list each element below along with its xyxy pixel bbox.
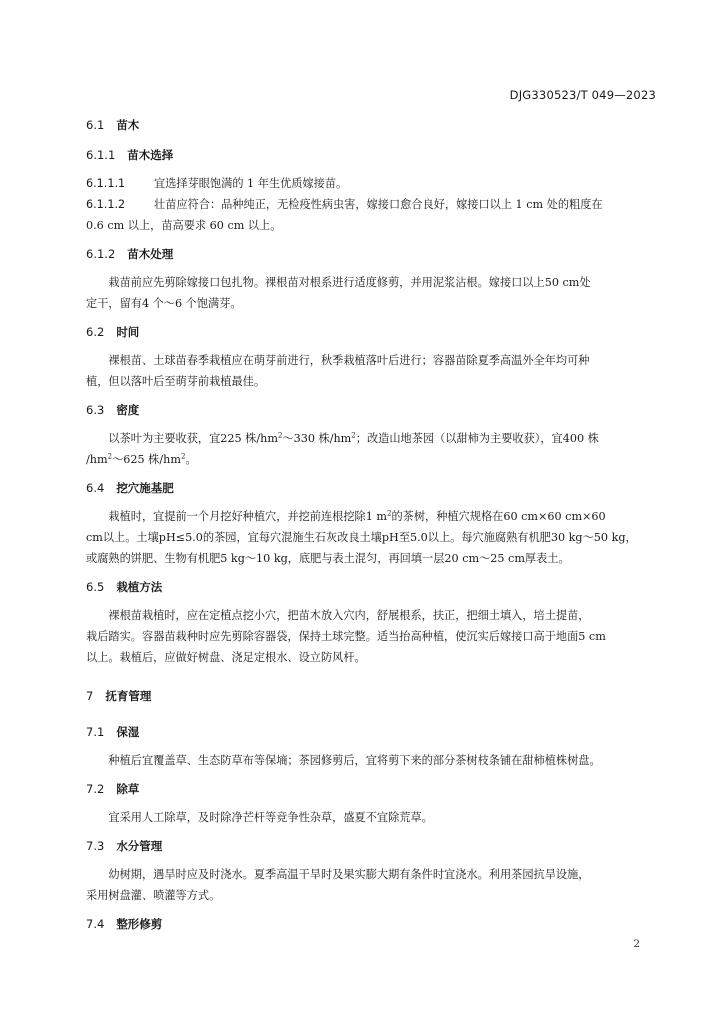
section-7-3-heading [86, 838, 658, 854]
paragraph-6-4-line-2: cm以上。土壤pH≤5.0的茶园，宜每穴混施生石灰改良土壤pH至5.0以上。每穴施腐熟有机肥30 kg～50 kg， [86, 531, 637, 544]
paragraph-6-4-line-3: 或腐熟的饼肥、生物有机肥5 kg～10 kg，底肥与表土混匀，再回填一层20 cm～25 cm厚表土。 [86, 552, 570, 565]
superscript: 2 [180, 452, 186, 461]
page-number: 2 [633, 938, 640, 950]
section-number: 6.1.2 [86, 247, 116, 261]
text-run: ～330 株/hm [282, 432, 352, 445]
section-number: 7.2 [86, 782, 105, 796]
section-title: 苗木选择 [127, 148, 174, 162]
clause-text-line-1: 壮苗应符合：品种纯正，无检疫性病虫害，嫁接口愈合良好，嫁接口以上 1 cm 处的粗度在 [154, 198, 603, 211]
chapter-number: 7 [86, 689, 94, 703]
section-title: 苗木 [116, 118, 140, 132]
section-6-2-heading [86, 324, 658, 340]
section-number: 6.4 [86, 481, 105, 495]
section-number: 6.5 [86, 580, 105, 594]
chapter-7-heading [86, 688, 658, 704]
paragraph-6-3-line-1 [86, 428, 658, 449]
section-title: 苗木处理 [127, 247, 174, 261]
paragraph-6-3-line-2 [86, 449, 658, 470]
clause-number: 6.1.1.2 [86, 198, 126, 211]
paragraph-6-1-2-line-2: 定干，留有4 个～6 个饱满芽。 [86, 297, 242, 310]
section-6-3-heading [86, 402, 658, 418]
section-6-1-1-heading [86, 147, 658, 163]
paragraph-6-2-line-2: 植，但以落叶后至萌芽前栽植最佳。 [86, 375, 266, 388]
section-title: 栽植方法 [116, 580, 163, 594]
section-title: 时间 [116, 325, 140, 339]
superscript: 2 [107, 452, 113, 461]
section-number: 6.1.1 [86, 148, 116, 162]
paragraph-6-1-2-line-1: 栽苗前应先剪除嫁接口包扎物。裸根苗对根系进行适度修剪，并用泥浆沾根。嫁接口以上50 cm处 [108, 276, 591, 289]
section-number: 6.1 [86, 118, 105, 132]
section-6-1-2-heading [86, 246, 658, 262]
section-number: 6.3 [86, 403, 105, 417]
text-run: ～625 株/hm [112, 453, 181, 466]
clause-6-1-1-2-continuation: 0.6 cm 以上，苗高要求 60 cm 以上。 [86, 219, 282, 232]
chapter-title: 抚育管理 [105, 689, 152, 703]
section-title: 挖穴施基肥 [116, 481, 174, 495]
section-number: 6.2 [86, 325, 105, 339]
section-7-4-heading [86, 916, 658, 932]
superscript: 2 [351, 431, 356, 440]
paragraph-6-5-line-2: 栽后踏实。容器苗栽种时应先剪除容器袋，保持土球完整。适当抬高种植，使沉实后嫁接口高于地面5 cm [86, 630, 606, 643]
clause-number: 6.1.1.1 [86, 177, 126, 190]
document-code-header: DJG330523/T 049—2023 [509, 88, 656, 102]
section-6-5-heading [86, 579, 658, 595]
section-6-4-heading [86, 480, 658, 496]
clause-6-1-1-1 [86, 173, 658, 194]
section-title: 密度 [116, 403, 140, 417]
text-run: 栽植时，宜提前一个月挖好种植穴，并挖前连根挖除1 m [108, 510, 387, 523]
section-7-1-heading [86, 724, 658, 740]
paragraph-7-1: 种植后宜覆盖草、生态防草布等保墒；茶园修剪后，宜将剪下来的部分茶树枝条铺在甜柿植株树盘。 [108, 754, 601, 767]
text-run: ；改造山地茶园（以甜柿为主要收获），宜400 株 [355, 432, 599, 445]
paragraph-7-2: 宜采用人工除草，及时除净芒杆等竞争性杂草，盛夏不宜除荒草。 [108, 811, 433, 824]
paragraph-6-4-line-1 [86, 506, 658, 527]
clause-6-1-1-2 [86, 194, 658, 215]
superscript: 2 [277, 431, 283, 440]
section-6-1-heading [86, 117, 658, 133]
section-number: 7.4 [86, 917, 105, 931]
section-title: 除草 [116, 782, 140, 796]
paragraph-6-2-line-1: 裸根苗、土球苗春季栽植应在萌芽前进行，秋季栽植落叶后进行；容器苗除夏季高温外全年均可种 [108, 354, 590, 367]
section-number: 7.3 [86, 839, 105, 853]
text-run: /hm [86, 453, 108, 466]
section-7-2-heading [86, 781, 658, 797]
superscript: 2 [387, 509, 392, 518]
text-run: 的茶树，种植穴规格在60 cm×60 cm×60 [391, 510, 606, 523]
section-title: 保湿 [116, 725, 140, 739]
paragraph-7-3-line-2: 采用树盘灌、喷灌等方式。 [86, 889, 221, 902]
paragraph-6-5-line-1: 裸根苗栽植时，应在定植点挖小穴，把苗木放入穴内，舒展根系，扶正，把细土填入，培土提苗， [108, 609, 590, 622]
text-run: 。 [185, 453, 197, 466]
paragraph-6-5-line-3: 以上。栽植后，应做好树盘、浇足定根水、设立防风杆。 [86, 651, 366, 664]
section-number: 7.1 [86, 725, 105, 739]
paragraph-7-3-line-1: 幼树期，遇旱时应及时浇水。夏季高温干旱时及果实膨大期有条件时宜浇水。利用茶园抗旱设施， [108, 868, 590, 881]
document-body [86, 117, 658, 932]
text-run: 以茶叶为主要收获，宜225 株/hm [108, 432, 278, 445]
clause-text: 宜选择芽眼饱满的 1 年生优质嫁接苗。 [154, 177, 348, 190]
section-title: 整形修剪 [116, 917, 163, 931]
section-title: 水分管理 [116, 839, 163, 853]
